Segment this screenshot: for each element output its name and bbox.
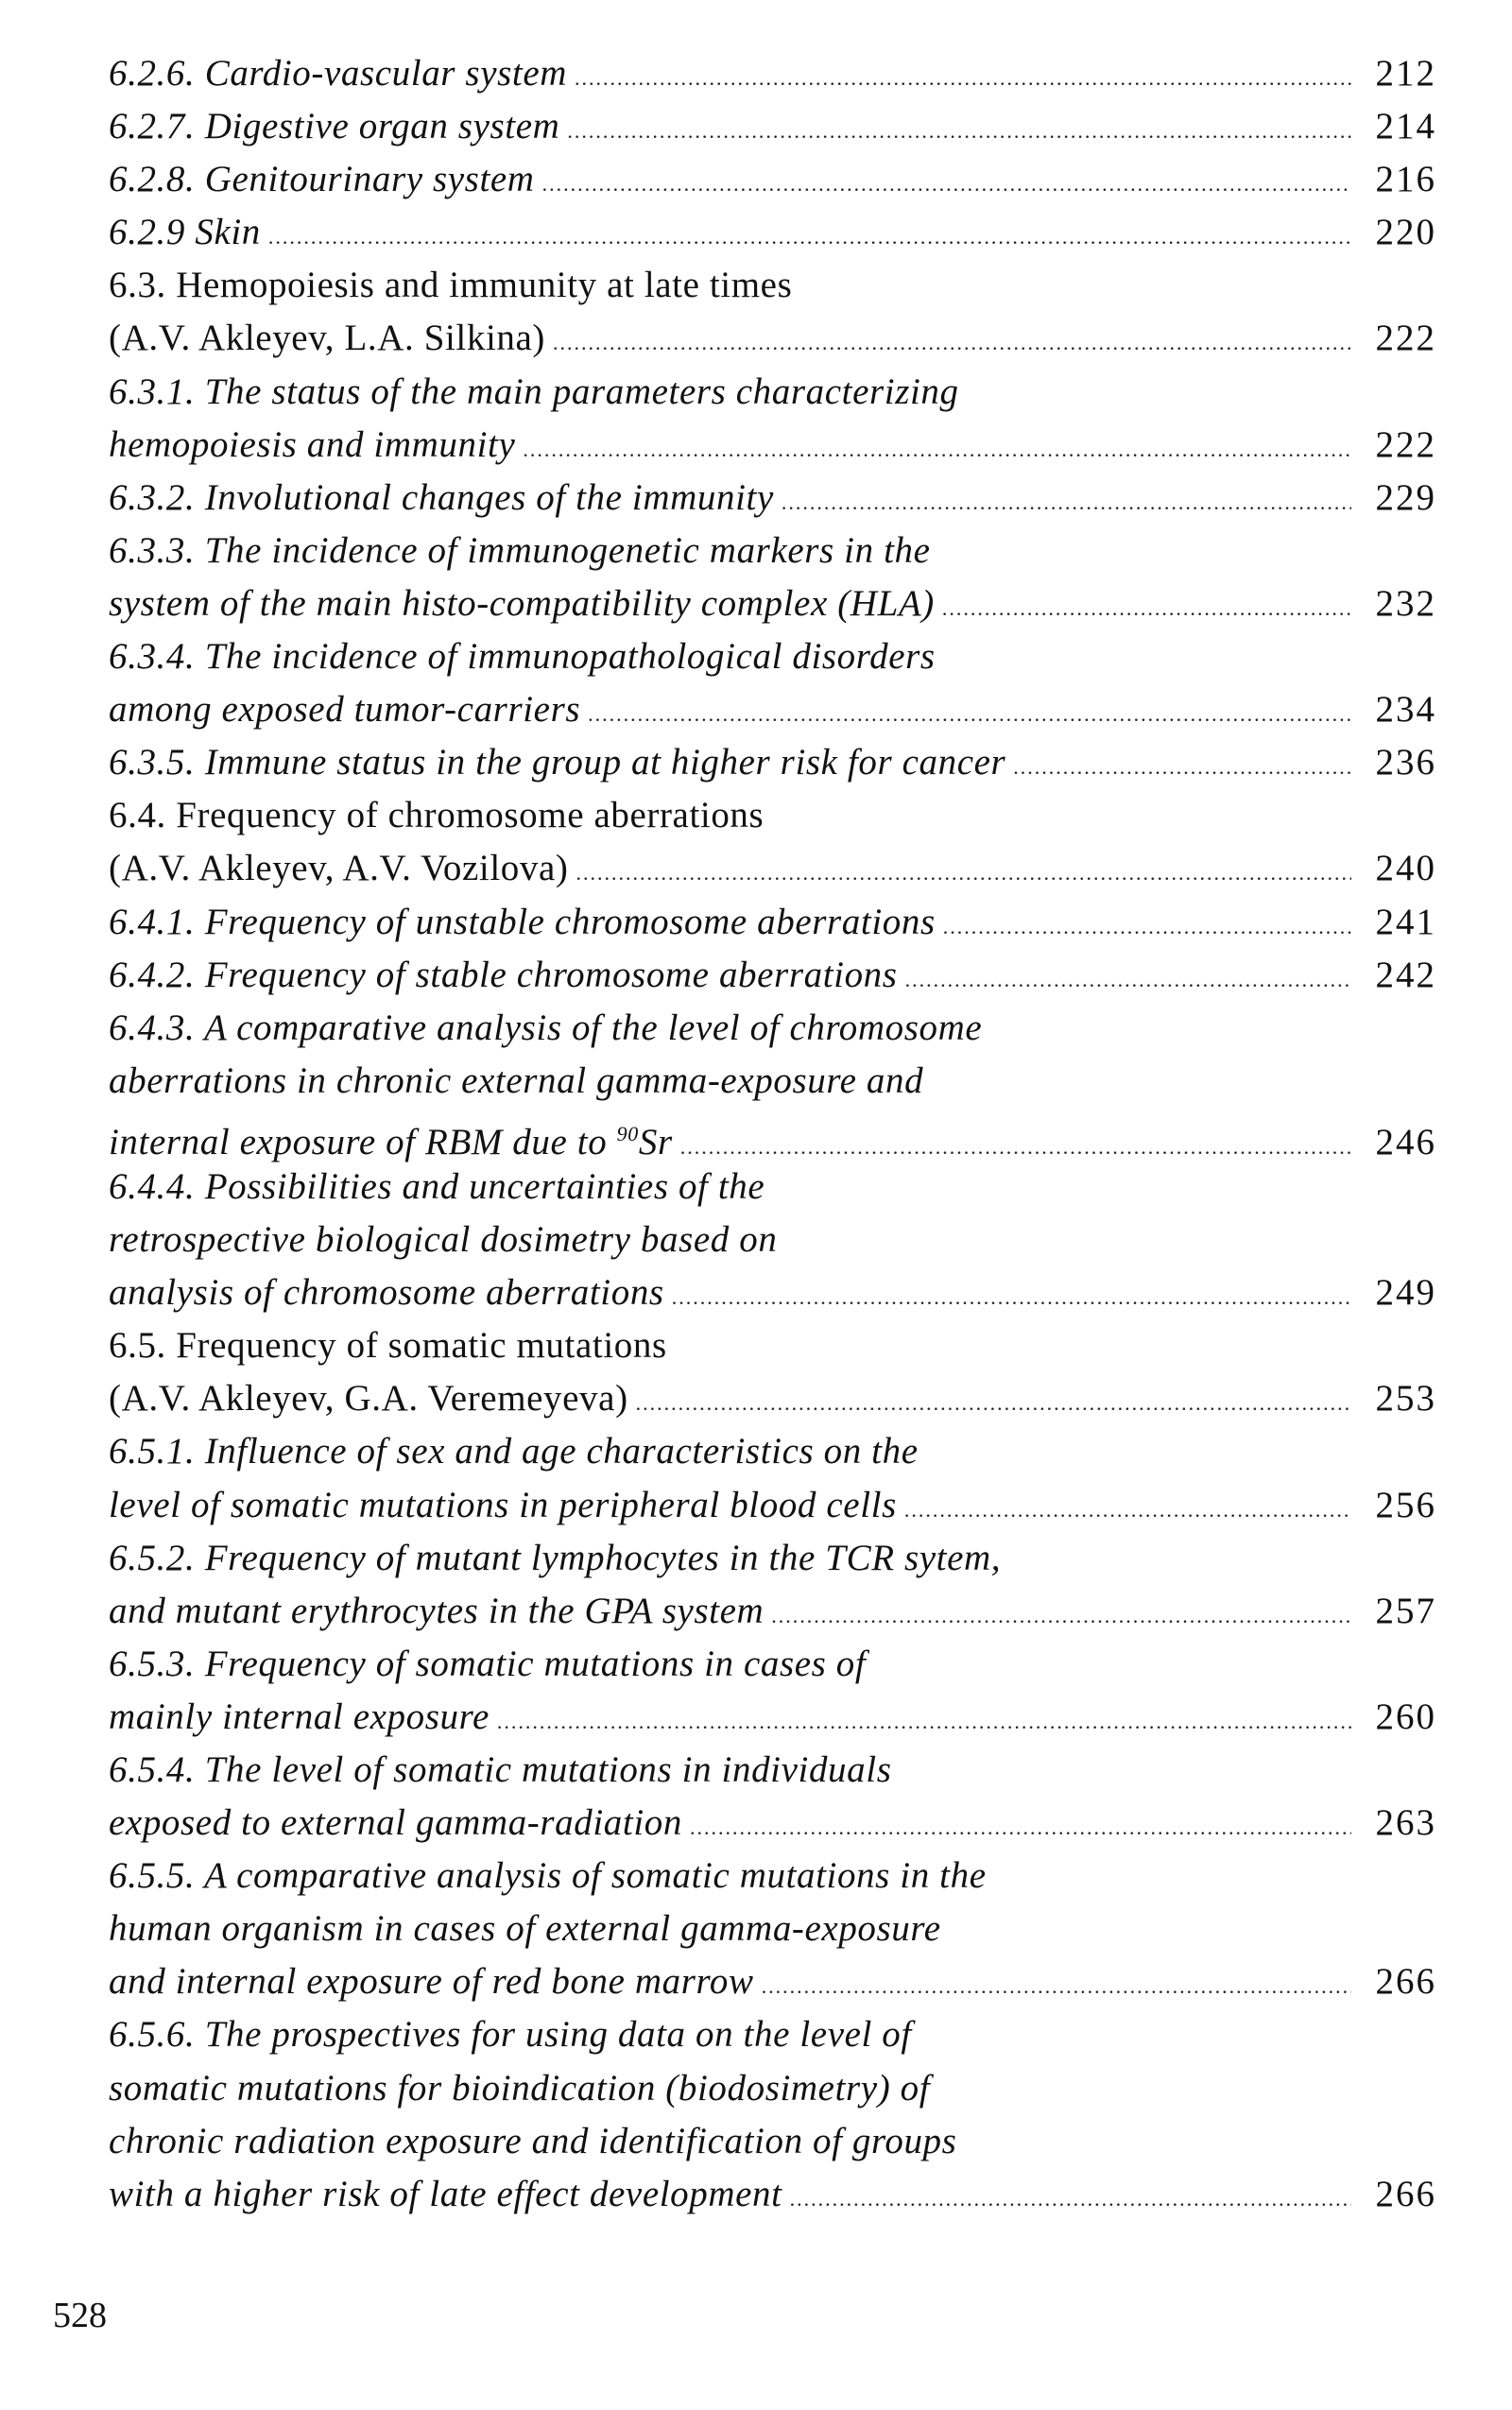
toc-entry-title: aberrations in chronic external gamma-exposure and: [109, 1059, 924, 1101]
dot-leader: [523, 423, 1351, 476]
toc-entry-title: 6.4.3. A comparative analysis of the level of chromosome: [109, 1007, 983, 1048]
toc-line: [109, 472, 1436, 525]
toc-page-number: 253: [1375, 1378, 1436, 1420]
toc-line: [109, 1691, 1436, 1744]
dot-leader: [690, 1801, 1351, 1854]
toc-entry-title: 6.5.6. The prospectives for using data on the level of: [109, 2014, 912, 2056]
toc-entry[interactable]: [109, 1319, 1436, 1425]
toc-entry-title: (A.V. Akleyev, L.A. Silkina): [109, 318, 546, 359]
toc-entry-title: 6.5.1. Influence of sex and age characteristics on the: [109, 1431, 919, 1472]
toc-entry-title: 6.4.1. Frequency of unstable chromosome aberrations: [109, 901, 936, 942]
toc-entry-title: level of somatic mutations in peripheral blood cells: [109, 1484, 897, 1525]
toc-line: [109, 1902, 1436, 1955]
toc-line: [109, 1108, 1436, 1161]
toc-entry[interactable]: [109, 1002, 1436, 1161]
dot-leader: [576, 847, 1352, 900]
toc-line: [109, 683, 1436, 736]
toc-line: [109, 1585, 1436, 1638]
toc-entry-title: (A.V. Akleyev, G.A. Veremeyeva): [109, 1378, 628, 1420]
toc-entry-title-suffix: Sr: [638, 1121, 673, 1162]
dot-leader: [636, 1377, 1351, 1430]
toc-page-number: 260: [1375, 1696, 1436, 1737]
toc-entry[interactable]: [109, 789, 1436, 895]
toc-page-number: 240: [1375, 848, 1436, 889]
toc-entry-title: human organism in cases of external gamma-exposure: [109, 1908, 941, 1950]
toc-entry-title: retrospective biological dosimetry based on: [109, 1219, 778, 1261]
toc-line: [109, 1319, 1436, 1372]
dot-leader: [762, 1960, 1351, 2013]
toc-entry-title: 6.2.9 Skin: [109, 212, 261, 253]
toc-line: [109, 1002, 1436, 1055]
toc-entry[interactable]: [109, 1744, 1436, 1850]
toc-entry-title: (A.V. Akleyev, A.V. Vozilova): [109, 848, 569, 889]
table-of-contents: [109, 47, 1436, 2221]
toc-entry[interactable]: [109, 100, 1436, 153]
toc-line: [109, 1638, 1436, 1691]
toc-entry-title: 6.5.3. Frequency of somatic mutations in cases of: [109, 1643, 867, 1684]
toc-entry-title: 6.4.2. Frequency of stable chromosome aberrations: [109, 954, 898, 995]
toc-line: [109, 1955, 1436, 2008]
page-number: 528: [53, 2296, 107, 2335]
toc-entry-title: 6.2.6. Cardio-vascular system: [109, 53, 567, 94]
toc-line: [109, 2115, 1436, 2168]
toc-line: [109, 1532, 1436, 1585]
dot-leader: [942, 582, 1351, 635]
dot-leader: [1013, 741, 1351, 794]
toc-line: [109, 312, 1436, 365]
toc-line: [109, 842, 1436, 895]
toc-line: [109, 1479, 1436, 1532]
toc-line: [109, 1425, 1436, 1478]
dot-leader: [497, 1696, 1351, 1748]
toc-entry[interactable]: [109, 630, 1436, 736]
toc-entry-title: 6.3.4. The incidence of immunopathological disorders: [109, 636, 936, 678]
toc-entry-title: 6.5.2. Frequency of mutant lymphocytes in the TCR sytem,: [109, 1537, 1002, 1578]
toc-page-number: 232: [1375, 582, 1436, 624]
toc-entry-title: 6.3. Hemopoiesis and immunity at late times: [109, 265, 793, 306]
toc-entry-title: exposed to external gamma-radiation: [109, 1802, 682, 1844]
toc-page-number: 246: [1375, 1121, 1436, 1162]
toc-line: [109, 1214, 1436, 1266]
toc-entry-title: 6.3.2. Involutional changes of the immunity: [109, 476, 774, 518]
toc-line: [109, 630, 1436, 683]
toc-line: [109, 47, 1436, 100]
toc-page-number: 234: [1375, 689, 1436, 731]
toc-page-number: 266: [1375, 2173, 1436, 2214]
toc-page-number: 241: [1375, 901, 1436, 942]
dot-leader: [905, 954, 1351, 1007]
toc-entry[interactable]: [109, 1425, 1436, 1531]
toc-entry[interactable]: [109, 472, 1436, 525]
toc-entry-title: 6.2.7. Digestive organ system: [109, 106, 560, 147]
toc-line: [109, 1055, 1436, 1108]
toc-entry[interactable]: [109, 896, 1436, 949]
toc-page-number: 242: [1375, 954, 1436, 995]
dot-leader: [588, 688, 1351, 741]
toc-entry-title: somatic mutations for bioindication (biodosimetry) of: [109, 2067, 931, 2109]
toc-page-number: 256: [1375, 1484, 1436, 1525]
toc-line: [109, 419, 1436, 472]
toc-page-number: 236: [1375, 742, 1436, 783]
toc-line: [109, 259, 1436, 312]
toc-line: [109, 525, 1436, 577]
toc-entry-title: hemopoiesis and immunity: [109, 423, 516, 465]
toc-entry-title: and mutant erythrocytes in the GPA system: [109, 1590, 765, 1631]
toc-entry[interactable]: [109, 1850, 1436, 2008]
toc-page-number: 214: [1375, 106, 1436, 147]
toc-line: [109, 366, 1436, 419]
toc-line: [109, 2168, 1436, 2221]
dot-leader: [943, 901, 1351, 954]
toc-page-number: 249: [1375, 1272, 1436, 1314]
toc-entry-title: chronic radiation exposure and identification of groups: [109, 2120, 957, 2161]
toc-page-number: 216: [1375, 159, 1436, 200]
toc-entry[interactable]: [109, 2008, 1436, 2220]
toc-entry-title: among exposed tumor-carriers: [109, 689, 581, 731]
toc-entry-title: 6.2.8. Genitourinary system: [109, 159, 535, 200]
toc-page-number: 212: [1375, 53, 1436, 94]
toc-entry[interactable]: [109, 1532, 1436, 1638]
toc-entry[interactable]: [109, 1161, 1436, 1319]
dot-leader: [782, 476, 1351, 529]
toc-entry[interactable]: [109, 366, 1436, 472]
toc-entry-title: 6.5.5. A comparative analysis of somatic mutations in the: [109, 1855, 987, 1897]
toc-entry[interactable]: [109, 1638, 1436, 1744]
superscript: 90: [616, 1121, 639, 1145]
toc-line: [109, 949, 1436, 1002]
toc-line: [109, 2062, 1436, 2115]
dot-leader: [268, 211, 1351, 264]
toc-line: [109, 1372, 1436, 1425]
dot-leader: [904, 1484, 1351, 1537]
toc-line: [109, 896, 1436, 949]
toc-entry[interactable]: [109, 949, 1436, 1002]
toc-line: [109, 1850, 1436, 1902]
toc-line: [109, 789, 1436, 842]
toc-line: [109, 153, 1436, 206]
toc-line: [109, 577, 1436, 630]
toc-entry-title: and internal exposure of red bone marrow: [109, 1961, 754, 2003]
toc-page-number: 229: [1375, 476, 1436, 518]
toc-entry-title: system of the main histo-compatibility complex (HLA): [109, 582, 935, 624]
dot-leader: [575, 52, 1351, 105]
toc-page-number: 222: [1375, 318, 1436, 359]
toc-entry-title: 6.3.1. The status of the main parameters characterizing: [109, 370, 959, 412]
toc-line: [109, 100, 1436, 153]
toc-page-number: 222: [1375, 423, 1436, 465]
toc-entry-title: 6.5.4. The level of somatic mutations in individuals: [109, 1749, 892, 1790]
dot-leader: [790, 2173, 1351, 2226]
toc-entry[interactable]: [109, 525, 1436, 630]
dot-leader: [680, 1121, 1351, 1174]
dot-leader: [567, 105, 1351, 158]
toc-page-number: 220: [1375, 212, 1436, 253]
toc-entry[interactable]: [109, 736, 1436, 789]
toc-entry-title: 6.3.5. Immune status in the group at higher risk for cancer: [109, 742, 1006, 783]
toc-page-number: 263: [1375, 1802, 1436, 1844]
toc-entry-title: analysis of chromosome aberrations: [109, 1272, 664, 1314]
toc-entry-title: with a higher risk of late effect development: [109, 2173, 782, 2214]
toc-entry-title: 6.3.3. The incidence of immunogenetic markers in the: [109, 529, 931, 571]
toc-line: [109, 736, 1436, 789]
toc-entry[interactable]: [109, 47, 1436, 100]
toc-entry-title: 6.4. Frequency of chromosome aberrations: [109, 795, 765, 836]
dot-leader: [672, 1271, 1351, 1324]
toc-entry[interactable]: [109, 206, 1436, 259]
toc-line: [109, 1797, 1436, 1850]
toc-line: [109, 1266, 1436, 1319]
toc-line: [109, 206, 1436, 259]
toc-entry-title: mainly internal exposure: [109, 1696, 490, 1737]
dot-leader: [542, 158, 1351, 211]
toc-entry[interactable]: [109, 153, 1436, 206]
toc-entry-title: internal exposure of RBM due to $^{90}$Sr: [109, 1121, 673, 1162]
toc-line: [109, 2008, 1436, 2061]
dot-leader: [553, 317, 1351, 370]
toc-entry-title: 6.5. Frequency of somatic mutations: [109, 1325, 667, 1367]
toc-entry-title: 6.4.4. Possibilities and uncertainties of the: [109, 1165, 765, 1207]
toc-page-number: 257: [1375, 1590, 1436, 1631]
dot-leader: [771, 1590, 1351, 1643]
toc-line: [109, 1744, 1436, 1797]
toc-entry[interactable]: [109, 259, 1436, 365]
toc-page-number: 266: [1375, 1961, 1436, 2003]
